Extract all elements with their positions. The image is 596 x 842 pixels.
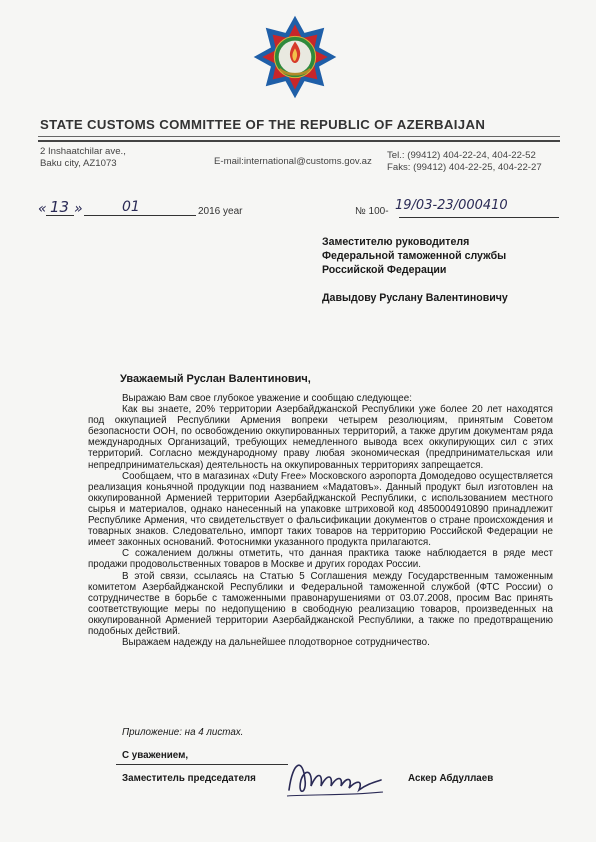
recipient-block — [322, 235, 562, 277]
handwritten-signature — [283, 750, 393, 805]
year-label: 2016 year — [198, 206, 243, 217]
recipient-line: Заместителю руководителя — [322, 236, 470, 248]
reference-prefix: № 100- — [355, 206, 389, 217]
close-quote: » — [74, 201, 83, 217]
organization-name: STATE CUSTOMS COMMITTEE OF THE REPUBLIC OF AZERBAIJAN — [40, 117, 486, 132]
recipient-line: Федеральной таможенной службы — [322, 250, 507, 262]
handwritten-day: 13 — [50, 198, 70, 216]
date-line — [38, 198, 278, 221]
body-paragraph: Выражаем надежду на дальнейшее плодотворное сотрудничество. — [122, 637, 430, 649]
month-underline — [84, 215, 196, 216]
coat-of-arms-emblem — [252, 14, 338, 100]
body-paragraph: С сожалением должны отметить, что данная практика также наблюдается в ряде мест продажи продовольственных товаров в Москве и других городах России. — [88, 548, 553, 571]
recipient-name: Давыдову Руслану Валентиновичу — [322, 292, 508, 304]
email-contact: E-mail:international@customs.gov.az — [214, 156, 372, 167]
salutation: Уважаемый Руслан Валентинович, — [120, 373, 311, 385]
body-paragraph: Как вы знаете, 20% территории Азербайджанской Республики уже более 20 лет находятся под оккупацией Республики Армения вопреки четырем резолюциям, принятым Советом безопасности ООН, по освобождению оккупированных территорий, а также другим документам ряда международных Организаций, требующих немедленного вывода всех оккупирующих сил с этих территорий. Согласно международному праву любая экономическая (предпринимательская или непредпринимательская) деятельность на оккупированных территориях запрещается. — [88, 404, 553, 471]
phone-block — [387, 150, 542, 174]
address-line: Baku city, AZ1073 — [40, 158, 117, 169]
body-paragraph: В этой связи, ссылаясь на Статью 5 Соглашения между Государственным таможенным комитетом Азербайджанской Республики и Федеральной таможенной службой (ФТС России) о сотрудничестве в борьбе с таможенными правонарушениями от 03.07.2008, просим Вас принять соответствующие меры по недопущению в свободную реализацию товаров, произведенных на оккупированной Арменией территории Азербайджанской Республики, а также по предотвращению подобных действий. — [88, 570, 553, 637]
handwritten-reference: 19/03-23/000410 — [395, 198, 508, 213]
attachment-note: Приложение: на 4 листах. — [122, 727, 244, 738]
address-block — [40, 146, 126, 170]
header-divider-thin — [38, 136, 560, 137]
header-divider-thick — [38, 140, 560, 142]
closing-regards: С уважением, — [122, 750, 189, 761]
signature-rule — [116, 764, 288, 765]
address-line: 2 Inshaatchilar ave., — [40, 146, 126, 157]
fax-line: Faks: (99412) 404-22-25, 404-22-27 — [387, 162, 542, 173]
signer-position: Заместитель председателя — [122, 773, 256, 784]
tel-line: Tel.: (99412) 404-22-24, 404-22-52 — [387, 150, 536, 161]
body-paragraph: Сообщаем, что в магазинах «Duty Free» Московского аэропорта Домодедово осуществляется реализация коньячной продукции под названием «Мадатовъ». Данный продукт был изготовлен на оккупированной Арменией территории Азербайджанской Республики, с использованием местного сырья и материалов, однако нанесенный на упаковке штриховой код 4850004910890 принадлежит Республике Армения, что свидетельствует о фальсификации документов о стране происхождения и товарных знаков. Следовательно, импорт таких товаров на территорию Российской Федерации не имеет законных оснований. Фотоснимки указанного продукта прилагаются. — [88, 470, 553, 549]
body-paragraph: Выражаю Вам свое глубокое уважение и сообщаю следующее: — [122, 393, 412, 404]
reference-underline — [399, 217, 559, 218]
letter-body — [88, 393, 553, 648]
recipient-line: Российской Федерации — [322, 264, 447, 276]
signer-name: Аскер Абдуллаев — [408, 773, 494, 784]
open-quote: « — [38, 201, 47, 217]
handwritten-month: 01 — [122, 199, 140, 215]
